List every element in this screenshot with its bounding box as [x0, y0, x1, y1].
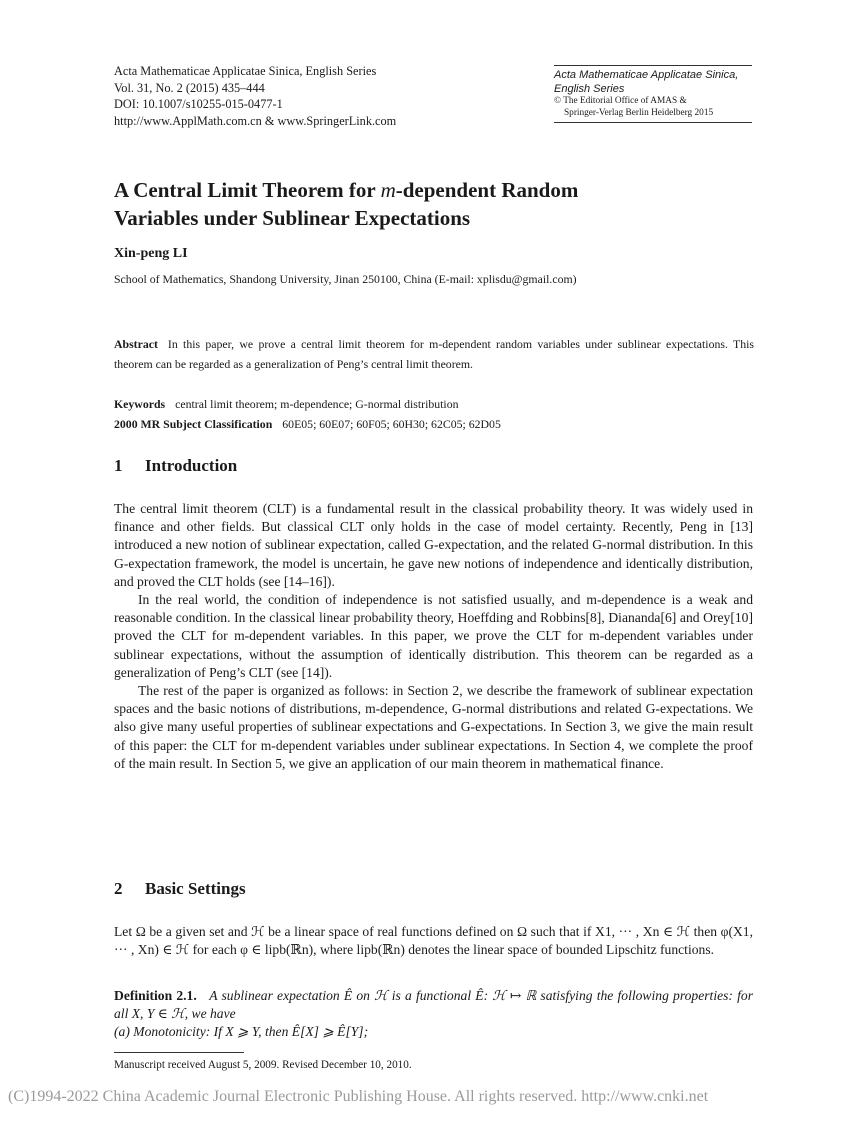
journal-logo-box	[554, 65, 754, 123]
paragraph: In the real world, the condition of independence is not satisfied usually, and m-dependence is a weak and reasonable condition. In the classical linear probability theory, Hoeffding and Robbins[8], Diananda[6] and Orey[10] proved the CLT for m-dependent variables. In this paper, we prove the CLT for m-dependent variables under sublinear expectations, without the assumption of identically distribution. This theorem can be regarded as a generalization of Peng’s CLT (see [14]).	[114, 592, 753, 680]
footnote-rule	[114, 1052, 244, 1053]
paragraph: The rest of the paper is organized as follows: in Section 2, we describe the framework of sublinear expectation spaces and the basic notions of distributions, m-dependence, G-normal distributions and related G-expectations. We also give many useful properties of sublinear expectations and G-expectations. In Section 3, we give the main result of this paper: the CLT for m-dependent variables under sublinear expectations. In Section 4, we complete the proof of the main result. In Section 5, we give an application of our main theorem in mathematical finance.	[114, 683, 753, 771]
definition-text: A sublinear expectation Ê on ℋ is a functional Ê: ℋ ↦ ℝ satisfying the following properties: for all X, Y ∈ ℋ, we have	[114, 988, 753, 1022]
msc-text: 60E05; 60E07; 60F05; 60H30; 62C05; 62D05	[282, 416, 501, 431]
title-line2: Variables under Sublinear Expectations	[114, 206, 471, 230]
volume-info: Vol. 31, No. 2 (2015) 435–444	[114, 80, 265, 95]
journal-header	[114, 63, 396, 129]
section-number: 1	[114, 456, 123, 475]
definition-label: Definition 2.1.	[114, 988, 197, 1003]
definition-2-1	[114, 987, 753, 1042]
title-part: -dependent Random	[395, 178, 579, 202]
copyright-line2: Springer-Verlag Berlin Heidelberg 2015	[564, 107, 714, 118]
logo-bottom-rule	[554, 122, 752, 123]
journal-logo-line1: Acta Mathematicae Applicatae Sinica,	[554, 69, 739, 81]
definition-item-a: (a) Monotonicity: If X ⩾ Y, then Ê[X] ⩾ Ê[Y];	[114, 1024, 369, 1040]
journal-logo-line2: English Series	[554, 82, 625, 95]
keywords-block	[114, 395, 501, 434]
affiliation: School of Mathematics, Shandong University, Jinan 250100, China (E-mail: xplisdu@gmail.com)	[114, 272, 577, 286]
cnki-watermark: (C)1994-2022 China Academic Journal Electronic Publishing House. All rights reserved. http://www.cnki.net	[8, 1088, 709, 1105]
section-1-body	[114, 500, 753, 773]
msc-label: 2000 MR Subject Classification	[114, 416, 273, 431]
title-math-m: m	[380, 178, 396, 202]
paragraph: Let Ω be a given set and ℋ be a linear space of real functions defined on Ω such that if X1, ··· , Xn ∈ ℋ then φ(X1, ··· , Xn) ∈ ℋ for each φ ∈ lipb(ℝn), where lipb(ℝn) denotes the linear space of bounded Lipschitz functions.	[114, 924, 753, 958]
keywords-label: Keywords	[114, 397, 166, 411]
abstract	[114, 335, 754, 374]
section-title: Introduction	[145, 456, 238, 475]
journal-name: Acta Mathematicae Applicatae Sinica, English Series	[114, 64, 377, 78]
section-heading-1	[114, 456, 237, 476]
section-title: Basic Settings	[145, 879, 246, 898]
paragraph: The central limit theorem (CLT) is a fundamental result in the classical probability theory. It was widely used in finance and other fields. But classical CLT only holds in the case of model certainty. Recently, Peng in [13] introduced a new notion of sublinear expectation, called G-expectation, and the related G-normal distribution. In this G-expectation framework, the model is uncertain, he gave new notions of independence and identically distribution, and proved the CLT holds (see [14–16]).	[114, 501, 753, 589]
section-heading-2	[114, 879, 246, 899]
footnote: Manuscript received August 5, 2009. Revised December 10, 2010.	[114, 1059, 412, 1071]
doi: DOI: 10.1007/s10255-015-0477-1	[114, 97, 283, 112]
keywords-text: central limit theorem; m-dependence; G-normal distribution	[175, 397, 459, 411]
section-2-body	[114, 923, 753, 959]
author-name: Xin-peng LI	[114, 246, 188, 261]
journal-urls: http://www.ApplMath.com.cn & www.SpringerLink.com	[114, 113, 397, 128]
section-number: 2	[114, 879, 123, 898]
paper-title	[114, 176, 754, 232]
copyright-line1: © The Editorial Office of AMAS &	[554, 96, 687, 106]
abstract-label: Abstract	[114, 337, 158, 351]
abstract-text: In this paper, we prove a central limit theorem for m-dependent random variables under sublinear expectations. This theorem can be regarded as a generalization of Peng’s central limit theorem.	[114, 337, 754, 371]
title-part: A Central Limit Theorem for	[114, 178, 381, 202]
